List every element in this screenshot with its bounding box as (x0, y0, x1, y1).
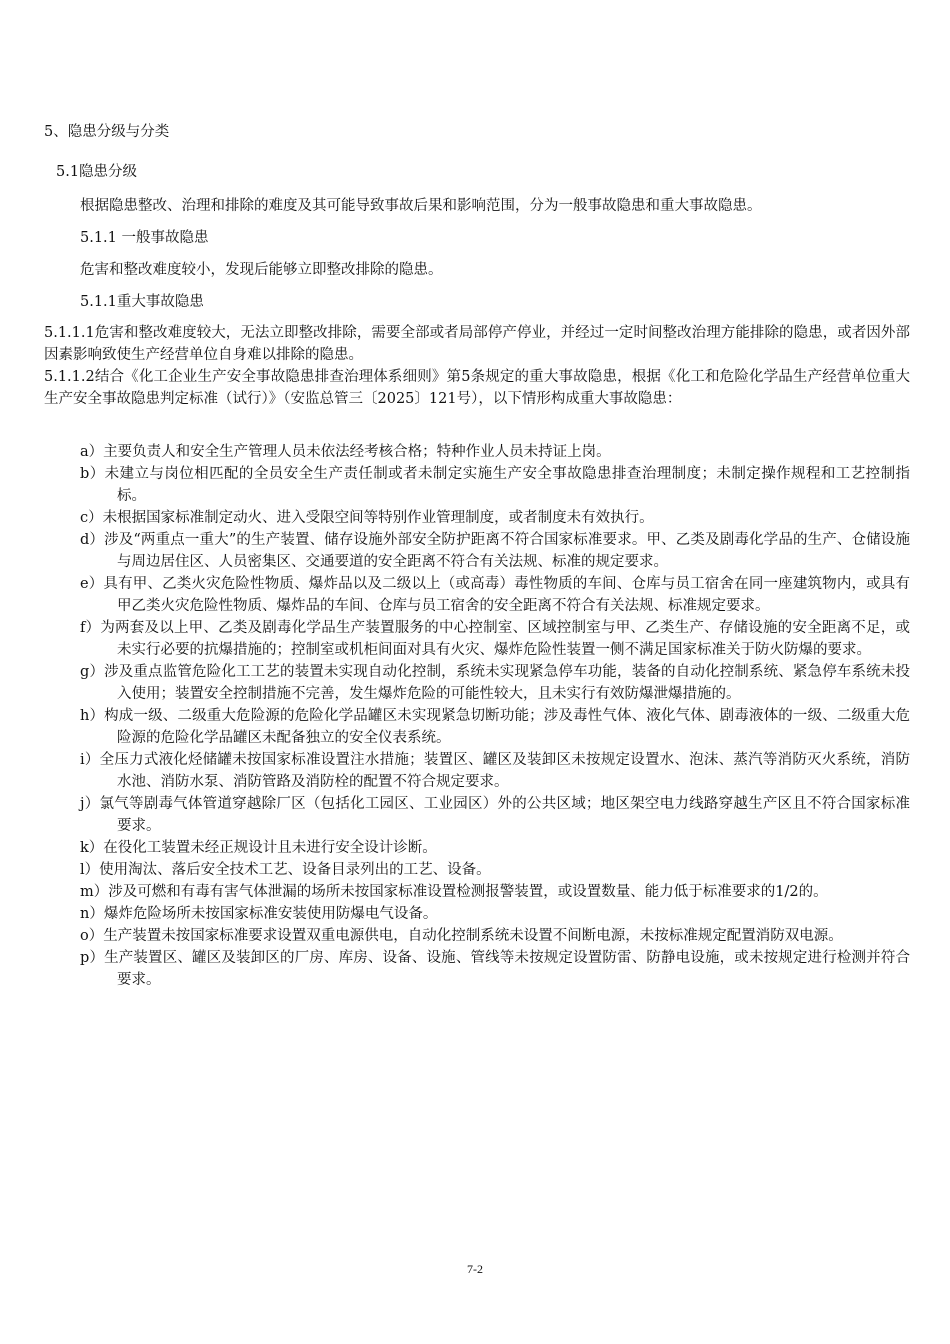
page-number: 7-2 (467, 1262, 483, 1276)
list-item: d）涉及“两重点一重大”的生产装置、储存设施外部安全防护距离不符合国家标准要求。甲、乙类及剧毒化学品的生产、仓储设施与周边居住区、人员密集区、交通要道的安全距离不符合有关法规、标准的规定要求。 (80, 532, 910, 570)
major-hazard-heading: 5.1.1重大事故隐患 (80, 294, 204, 310)
list-item: m）涉及可燃和有毒有害气体泄漏的场所未按国家标准设置检测报警装置，或设置数量、能力低于标准要求的1/2的。 (80, 884, 828, 900)
list-item: p）生产装置区、罐区及装卸区的厂房、库房、设备、设施、管线等未按规定设置防雷、防静电设施，或未按规定进行检测并符合要求。 (80, 950, 910, 988)
list-item: b）未建立与岗位相匹配的全员安全生产责任制或者未制定实施生产安全事故隐患排查治理制度；未制定操作规程和工艺控制指标。 (80, 466, 910, 504)
list-item: e）具有甲、乙类火灾危险性物质、爆炸品以及二级以上（或高毒）毒性物质的车间、仓库与员工宿舍在同一座建筑物内，或具有甲乙类火灾危险性物质、爆炸品的车间、仓库与员工宿舍的安全距离不符合有关法规、标准规定要求。 (80, 576, 910, 614)
subsection-heading: 5.1隐患分级 (56, 164, 138, 180)
list-item: i）全压力式液化烃储罐未按国家标准设置注水措施；装置区、罐区及装卸区未按规定设置水、泡沫、蒸汽等消防灭火系统，消防水池、消防水泵、消防管路及消防栓的配置不符合规定要求。 (80, 752, 910, 790)
major-hazard-list (80, 441, 910, 991)
list-item: j）氯气等剧毒气体管道穿越除厂区（包括化工园区、工业园区）外的公共区域；地区架空电力线路穿越生产区且不符合国家标准要求。 (80, 796, 910, 834)
general-hazard-heading: 5.1.1 一般事故隐患 (80, 230, 209, 246)
general-hazard-text: 危害和整改难度较小，发现后能够立即整改排除的隐患。 (80, 262, 443, 278)
section-heading: 5、隐患分级与分类 (44, 124, 170, 140)
list-item: g）涉及重点监管危险化工工艺的装置未实现自动化控制，系统未实现紧急停车功能，装备的自动化控制系统、紧急停车系统未投入使用；装置安全控制措施不完善，发生爆炸危险的可能性较大，且未实行有效防爆泄爆措施的。 (80, 664, 910, 702)
list-item: l）使用淘汰、落后安全技术工艺、设备目录列出的工艺、设备。 (80, 862, 491, 878)
clause-5-1-1-2: 5.1.1.2结合《化工企业生产安全事故隐患排查治理体系细则》第5条规定的重大事故隐患，根据《化工和危险化学品生产经营单位重大生产安全事故隐患判定标准（试行）》（安监总管三〔2025〕121号），以下情形构成重大事故隐患： (44, 369, 910, 407)
intro-paragraph: 根据隐患整改、治理和排除的难度及其可能导致事故后果和影响范围，分为一般事故隐患和重大事故隐患。 (80, 198, 762, 214)
list-item: k）在役化工装置未经正规设计且未进行安全设计诊断。 (80, 840, 437, 856)
list-item: c）未根据国家标准制定动火、进入受限空间等特别作业管理制度，或者制度未有效执行。 (80, 510, 654, 526)
list-item: f）为两套及以上甲、乙类及剧毒化学品生产装置服务的中心控制室、区域控制室与甲、乙类生产、存储设施的安全距离不足，或未实行必要的抗爆措施的；控制室或机柜间面对具有火灾、爆炸危险性装置一侧不满足国家标准关于防火防爆的要求。 (80, 620, 910, 658)
list-item: h）构成一级、二级重大危险源的危险化学品罐区未实现紧急切断功能；涉及毒性气体、液化气体、剧毒液体的一级、二级重大危险源的危险化学品罐区未配备独立的安全仪表系统。 (80, 708, 910, 746)
list-item: n）爆炸危险场所未按国家标准安装使用防爆电气设备。 (80, 906, 438, 922)
list-item: a）主要负责人和安全生产管理人员未依法经考核合格；特种作业人员未持证上岗。 (80, 444, 611, 460)
clause-5-1-1-1: 5.1.1.1危害和整改难度较大，无法立即整改排除，需要全部或者局部停产停业，并经过一定时间整改治理方能排除的隐患，或者因外部因素影响致使生产经营单位自身难以排除的隐患。 (44, 325, 910, 363)
list-item: o）生产装置未按国家标准要求设置双重电源供电，自动化控制系统未设置不间断电源，未按标准规定配置消防双电源。 (80, 928, 843, 944)
